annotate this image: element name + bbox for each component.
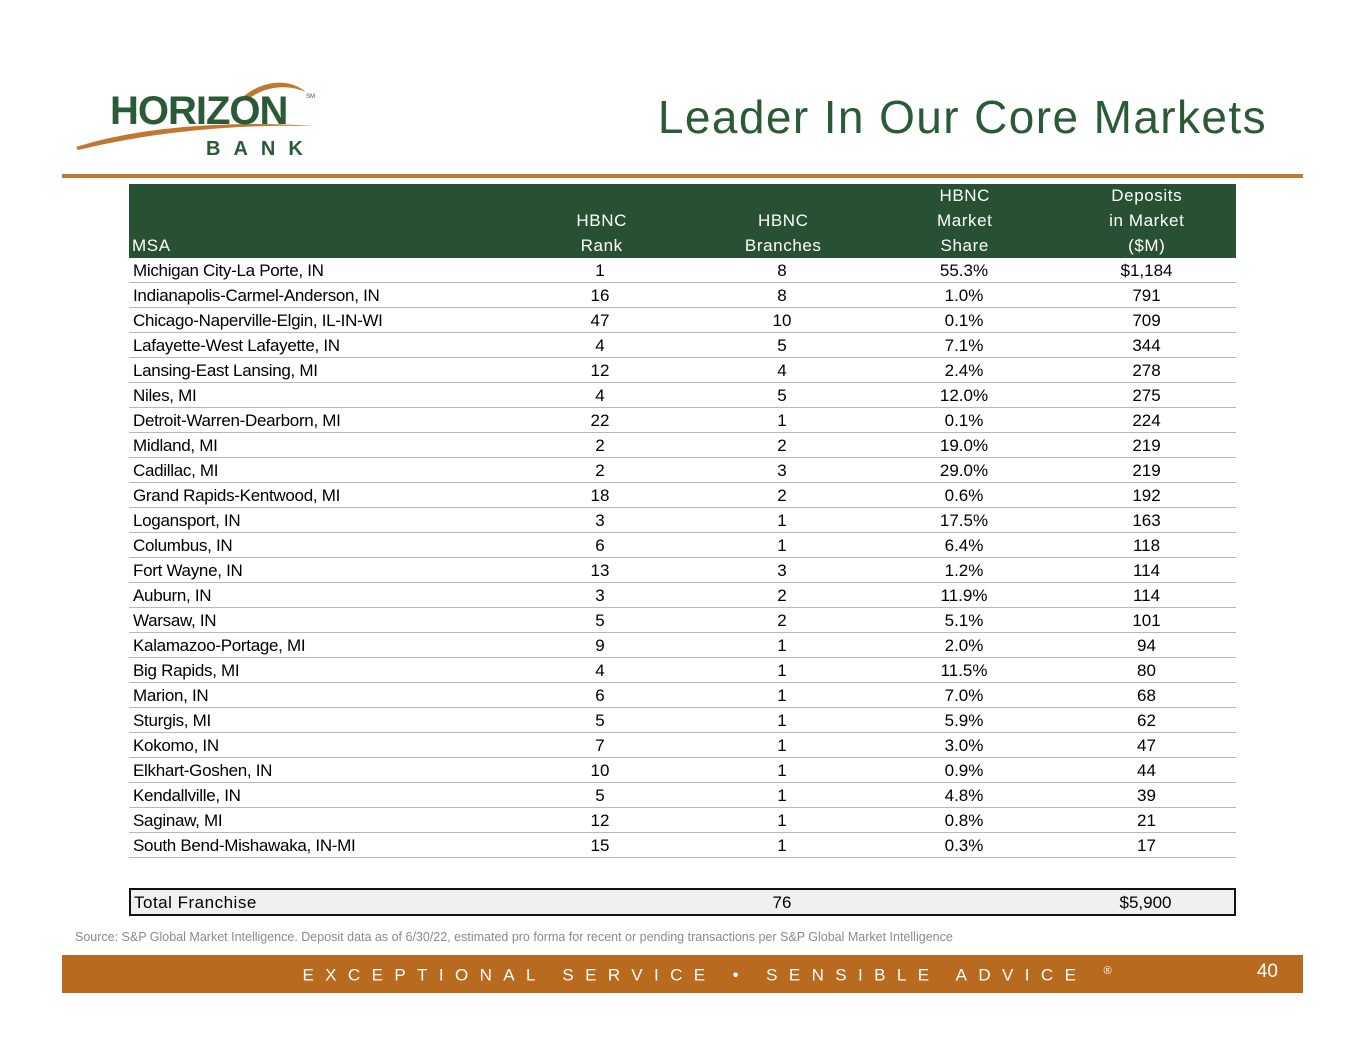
- cell-msa: Big Rapids, MI: [133, 661, 240, 680]
- cell-msa: Sturgis, MI: [133, 711, 211, 730]
- cell-msa: Kalamazoo-Portage, MI: [133, 636, 306, 655]
- table-row: [129, 458, 1236, 483]
- cell-market-share: 1.2%: [944, 561, 984, 580]
- total-row: [129, 888, 1236, 916]
- cell-msa: Saginaw, MI: [133, 811, 223, 830]
- cell-deposits: 192: [1132, 486, 1161, 505]
- cell-deposits: 219: [1132, 436, 1161, 455]
- cell-msa: Warsaw, IN: [133, 611, 217, 630]
- table-header: [129, 184, 1236, 258]
- table-row: [129, 833, 1236, 858]
- cell-deposits: 278: [1132, 361, 1161, 380]
- total-deposits: $5,900: [1119, 893, 1172, 912]
- table-row: [129, 358, 1236, 383]
- cell-market-share: 0.8%: [944, 811, 984, 830]
- cell-market-share: 0.1%: [944, 311, 984, 330]
- cell-deposits: 68: [1137, 686, 1156, 705]
- svg-text:SM: SM: [306, 94, 315, 100]
- cell-deposits: 791: [1132, 286, 1161, 305]
- cell-rank: 4: [595, 336, 605, 355]
- title-divider: [62, 174, 1303, 178]
- cell-msa: Kendallville, IN: [133, 786, 241, 805]
- cell-deposits: 17: [1137, 836, 1156, 855]
- cell-rank: 7: [595, 736, 605, 755]
- cell-market-share: 0.6%: [944, 486, 984, 505]
- cell-rank: 18: [590, 486, 610, 505]
- cell-branches: 1: [777, 511, 787, 530]
- cell-deposits: 118: [1132, 536, 1161, 555]
- table-row: [129, 258, 1236, 283]
- cell-deposits: 47: [1137, 736, 1156, 755]
- cell-rank: 10: [590, 761, 610, 780]
- cell-branches: 1: [777, 811, 787, 830]
- cell-rank: 15: [590, 836, 610, 855]
- cell-deposits: 39: [1137, 786, 1156, 805]
- cell-msa: Logansport, IN: [133, 511, 241, 530]
- cell-rank: 16: [590, 286, 610, 305]
- cell-market-share: 5.1%: [944, 611, 984, 630]
- cell-msa: Lansing-East Lansing, MI: [133, 361, 318, 380]
- cell-branches: 4: [777, 361, 787, 380]
- table-row: [129, 633, 1236, 658]
- table-row: [129, 283, 1236, 308]
- cell-branches: 1: [777, 661, 787, 680]
- cell-deposits: 709: [1132, 311, 1161, 330]
- cell-msa: Indianapolis-Carmel-Anderson, IN: [133, 286, 380, 305]
- cell-rank: 12: [590, 361, 610, 380]
- cell-market-share: 1.0%: [944, 286, 984, 305]
- cell-msa: South Bend-Mishawaka, IN-MI: [133, 836, 356, 855]
- cell-deposits: $1,184: [1120, 261, 1173, 280]
- cell-market-share: 2.0%: [944, 636, 984, 655]
- cell-branches: 5: [777, 386, 787, 405]
- cell-branches: 8: [777, 286, 787, 305]
- cell-deposits: 275: [1132, 386, 1161, 405]
- cell-rank: 4: [595, 661, 605, 680]
- cell-msa: Michigan City-La Porte, IN: [133, 261, 324, 280]
- cell-market-share: 17.5%: [939, 511, 989, 530]
- table-row: [129, 708, 1236, 733]
- cell-msa: Midland, MI: [133, 436, 218, 455]
- registered-mark: ®: [1103, 965, 1112, 977]
- header-branches: HBNC Branches: [744, 211, 822, 255]
- cell-rank: 22: [590, 411, 610, 430]
- horizon-bank-logo: [74, 78, 326, 160]
- table-row: [129, 533, 1236, 558]
- cell-deposits: 344: [1132, 336, 1161, 355]
- cell-rank: 5: [595, 711, 605, 730]
- page-title: Leader In Our Core Markets: [657, 91, 1267, 143]
- header-rank: HBNC Rank: [576, 211, 627, 255]
- table-row: [129, 608, 1236, 633]
- cell-branches: 10: [772, 311, 792, 330]
- cell-market-share: 11.9%: [940, 586, 988, 605]
- header-market-share: HBNC Market Share: [936, 186, 993, 255]
- cell-branches: 1: [777, 636, 787, 655]
- cell-market-share: 7.1%: [944, 336, 984, 355]
- cell-deposits: 114: [1132, 561, 1161, 580]
- page-number: 40: [1256, 961, 1278, 982]
- cell-deposits: 44: [1137, 761, 1156, 780]
- cell-rank: 4: [595, 386, 605, 405]
- cell-msa: Grand Rapids-Kentwood, MI: [133, 486, 340, 505]
- cell-rank: 47: [590, 311, 610, 330]
- cell-msa: Lafayette-West Lafayette, IN: [133, 336, 340, 355]
- cell-branches: 5: [777, 336, 787, 355]
- table-row: [129, 383, 1236, 408]
- cell-msa: Niles, MI: [133, 386, 197, 405]
- cell-rank: 3: [595, 511, 605, 530]
- footer-tagline: EXCEPTIONAL SERVICE • SENSIBLE ADVICE ®: [302, 965, 1112, 985]
- cell-rank: 12: [590, 811, 610, 830]
- cell-rank: 5: [595, 786, 605, 805]
- total-branches: 76: [772, 893, 792, 912]
- cell-branches: 1: [777, 411, 787, 430]
- header-msa: MSA: [132, 236, 171, 255]
- cell-msa: Marion, IN: [133, 686, 209, 705]
- cell-deposits: 94: [1137, 636, 1156, 655]
- table-row: [129, 783, 1236, 808]
- cell-msa: Kokomo, IN: [133, 736, 219, 755]
- cell-rank: 3: [595, 586, 605, 605]
- cell-branches: 2: [777, 586, 787, 605]
- cell-deposits: 219: [1132, 461, 1161, 480]
- source-note: Source: S&P Global Market Intelligence. Deposit data as of 6/30/22, estimated pro forma for recent or pending transactions per S&P Global Market Intelligence: [75, 930, 953, 944]
- cell-msa: Elkhart-Goshen, IN: [133, 761, 273, 780]
- cell-msa: Detroit-Warren-Dearborn, MI: [133, 411, 341, 430]
- cell-market-share: 11.5%: [940, 661, 988, 680]
- cell-deposits: 21: [1137, 811, 1156, 830]
- cell-rank: 9: [595, 636, 605, 655]
- table-row: [129, 508, 1236, 533]
- cell-market-share: 5.9%: [944, 711, 984, 730]
- cell-deposits: 114: [1132, 586, 1161, 605]
- table-row: [129, 433, 1236, 458]
- cell-market-share: 19.0%: [939, 436, 989, 455]
- cell-branches: 2: [777, 486, 787, 505]
- svg-text:HORIZON: HORIZON: [110, 89, 288, 133]
- cell-branches: 1: [777, 786, 787, 805]
- cell-deposits: 224: [1132, 411, 1161, 430]
- cell-branches: 1: [777, 686, 787, 705]
- svg-text:BANK: BANK: [206, 138, 316, 160]
- total-label: Total Franchise: [134, 893, 257, 912]
- cell-rank: 1: [595, 261, 605, 280]
- table-row: [129, 408, 1236, 433]
- table-row: [129, 808, 1236, 833]
- cell-market-share: 4.8%: [944, 786, 984, 805]
- cell-rank: 5: [595, 611, 605, 630]
- table-row: [129, 683, 1236, 708]
- table-row: [129, 758, 1236, 783]
- cell-rank: 13: [590, 561, 610, 580]
- cell-branches: 8: [777, 261, 787, 280]
- table-row: [129, 483, 1236, 508]
- cell-branches: 2: [777, 436, 787, 455]
- cell-market-share: 0.3%: [944, 836, 984, 855]
- table-row: [129, 333, 1236, 358]
- cell-msa: Chicago-Naperville-Elgin, IL-IN-WI: [133, 311, 383, 330]
- header-deposits: Deposits in Market ($M): [1109, 186, 1185, 255]
- cell-msa: Columbus, IN: [133, 536, 233, 555]
- cell-market-share: 7.0%: [944, 686, 984, 705]
- cell-msa: Fort Wayne, IN: [133, 561, 243, 580]
- cell-branches: 2: [777, 611, 787, 630]
- cell-branches: 1: [777, 536, 787, 555]
- cell-branches: 1: [777, 836, 787, 855]
- cell-msa: Cadillac, MI: [133, 461, 219, 480]
- cell-deposits: 101: [1132, 611, 1161, 630]
- cell-rank: 6: [595, 686, 605, 705]
- cell-market-share: 0.9%: [944, 761, 984, 780]
- table-row: [129, 308, 1236, 333]
- cell-market-share: 6.4%: [944, 536, 984, 555]
- cell-rank: 2: [595, 461, 605, 480]
- table-body: [129, 258, 1236, 858]
- cell-market-share: 3.0%: [944, 736, 984, 755]
- cell-deposits: 163: [1132, 511, 1161, 530]
- cell-branches: 1: [777, 761, 787, 780]
- cell-branches: 3: [777, 461, 787, 480]
- cell-deposits: 62: [1137, 711, 1156, 730]
- footer-bar: [62, 955, 1303, 993]
- table-row: [129, 558, 1236, 583]
- cell-market-share: 0.1%: [944, 411, 984, 430]
- cell-market-share: 12.0%: [939, 386, 989, 405]
- markets-table: [129, 184, 1236, 858]
- table-row: [129, 733, 1236, 758]
- cell-branches: 1: [777, 736, 787, 755]
- cell-branches: 3: [777, 561, 787, 580]
- cell-market-share: 55.3%: [939, 261, 989, 280]
- total-rank: [509, 890, 693, 914]
- cell-market-share: 2.4%: [944, 361, 984, 380]
- table-row: [129, 658, 1236, 683]
- table-row: [129, 583, 1236, 608]
- cell-branches: 1: [777, 711, 787, 730]
- cell-deposits: 80: [1137, 661, 1156, 680]
- total-share: [871, 890, 1057, 914]
- cell-market-share: 29.0%: [939, 461, 989, 480]
- cell-rank: 6: [595, 536, 605, 555]
- cell-rank: 2: [595, 436, 605, 455]
- cell-msa: Auburn, IN: [133, 586, 212, 605]
